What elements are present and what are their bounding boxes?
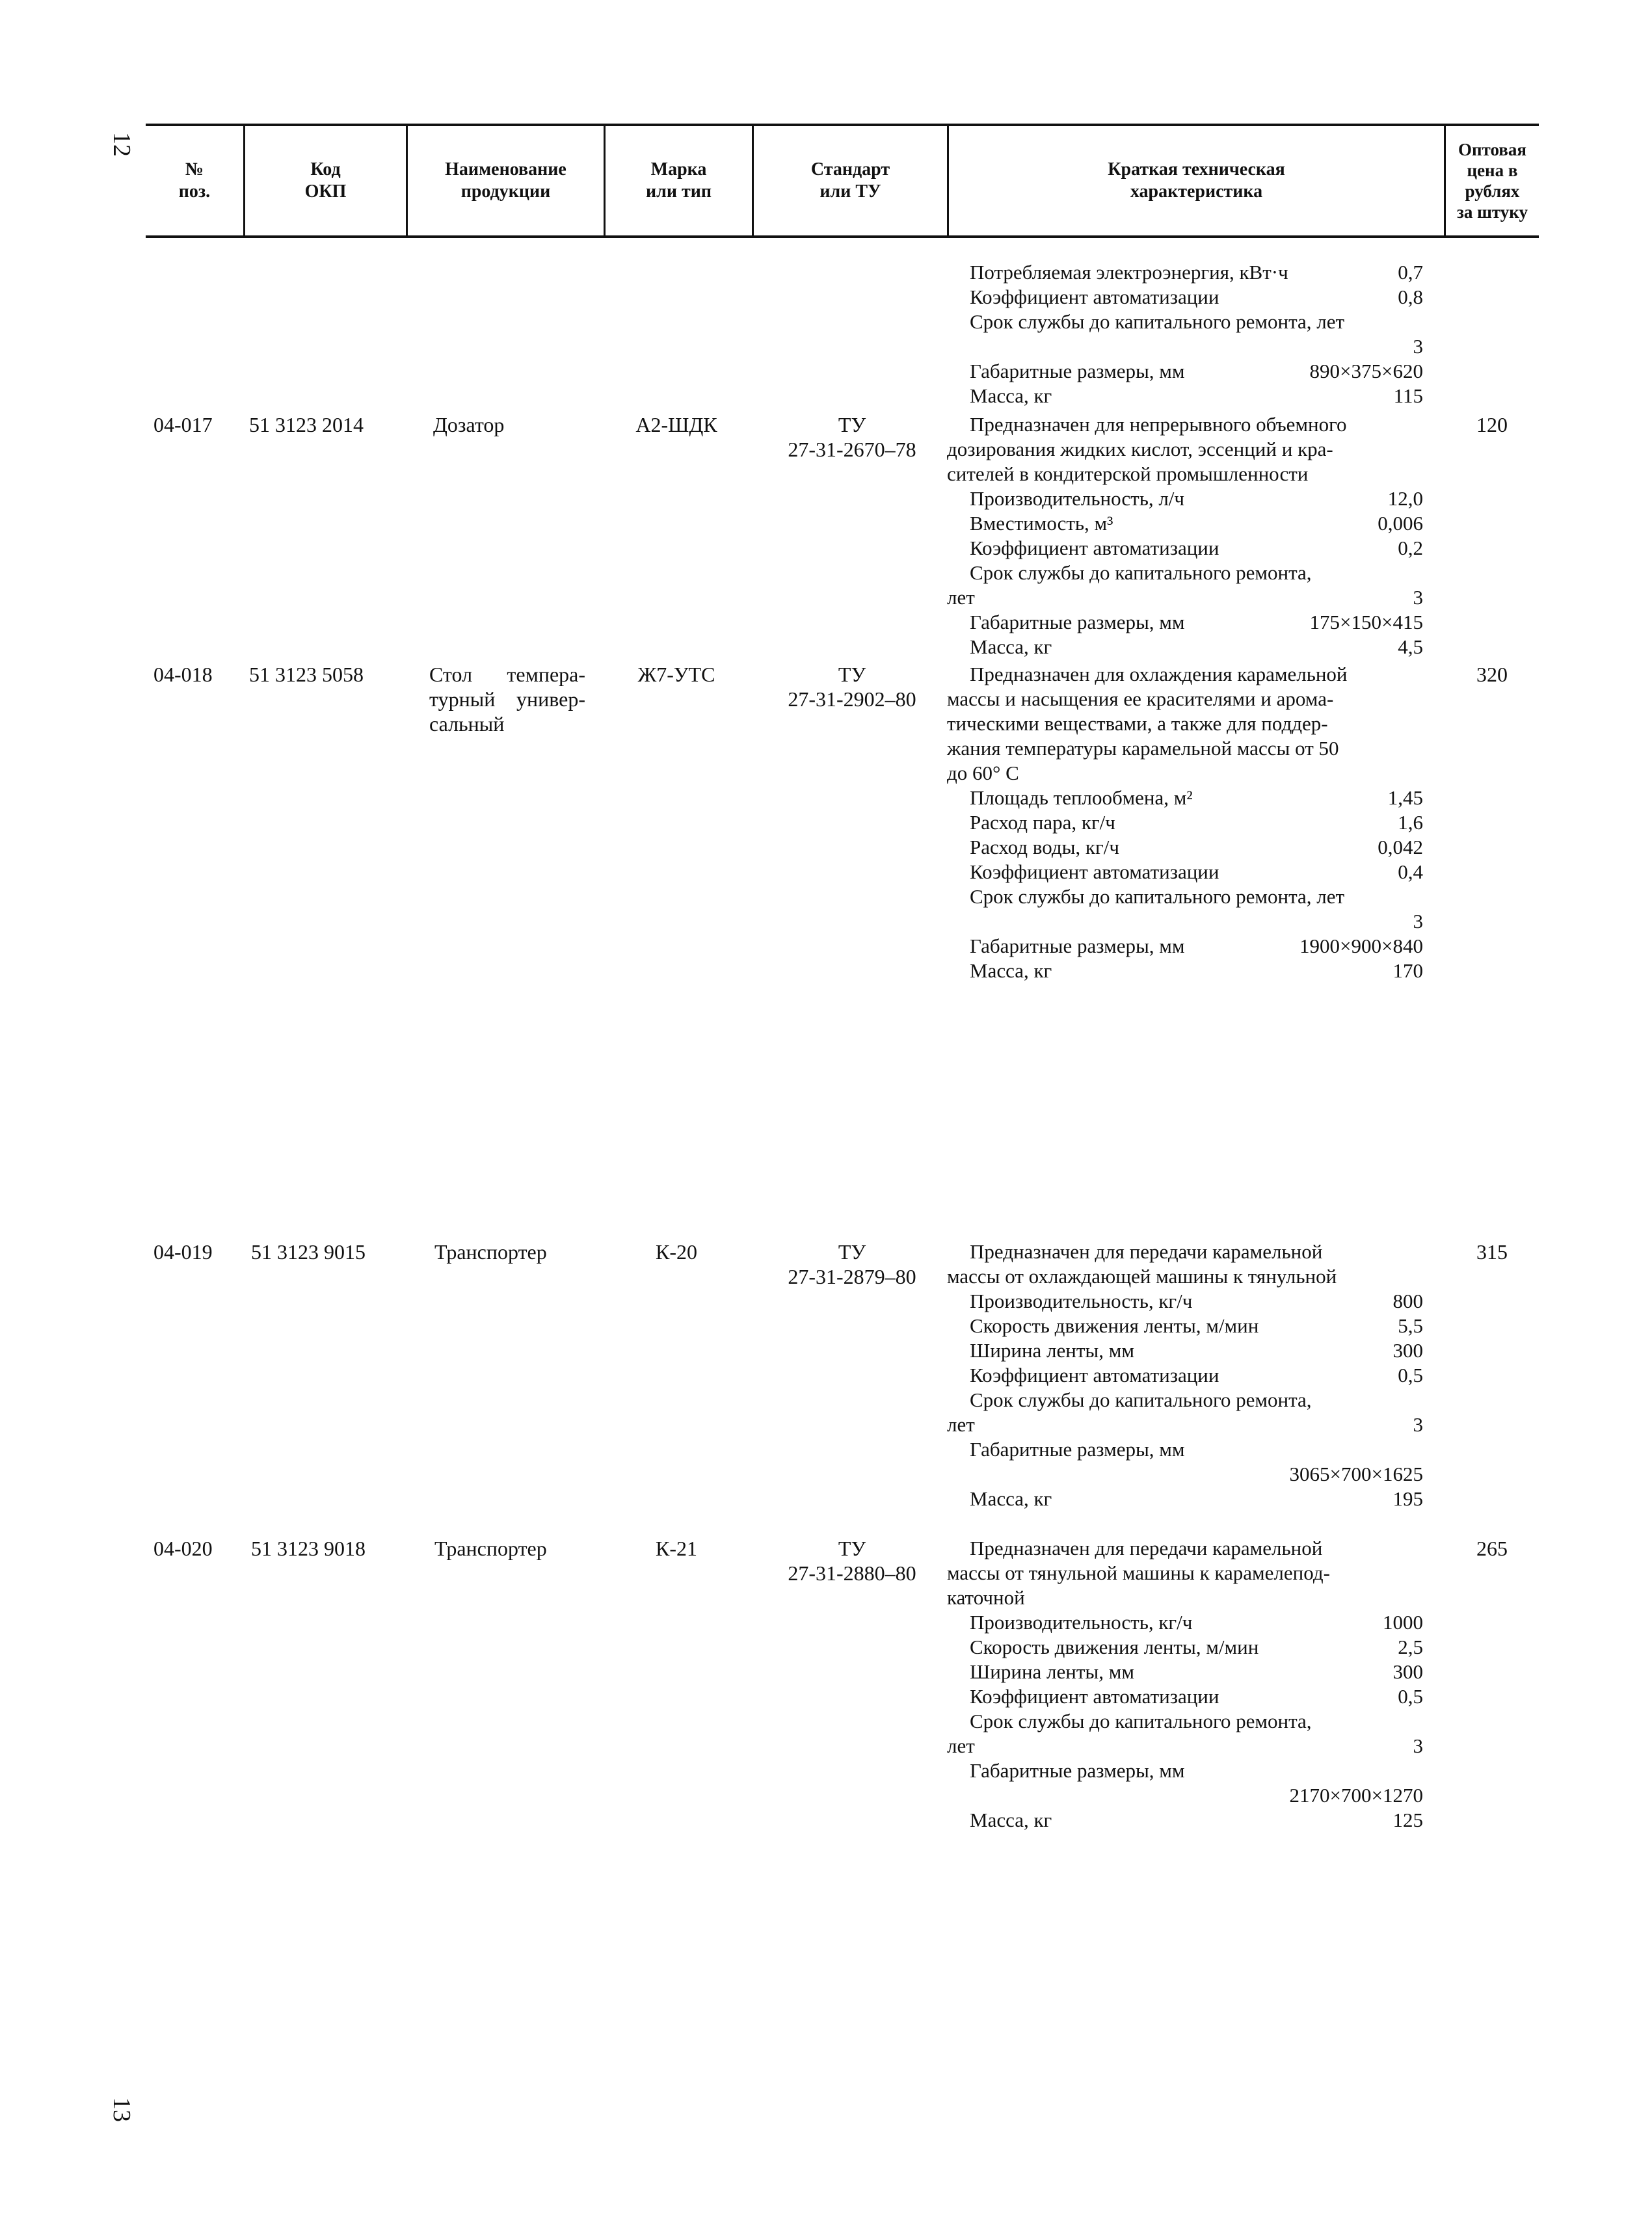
description-line: сителей в кондитерской промышленности xyxy=(947,462,1309,485)
spec-label: Производительность, кг/ч xyxy=(970,1290,1193,1312)
spec-label: Коэффициент автоматизации xyxy=(970,537,1219,559)
spec-label: лет xyxy=(947,1413,975,1436)
spec-label: Срок службы до капитального ремонта, лет xyxy=(970,310,1345,333)
spec-value: 1,45 xyxy=(1387,786,1423,809)
row-standard-number: 27-31-2670–78 xyxy=(788,438,916,461)
spec-row xyxy=(970,786,1423,810)
page-number-top: 12 xyxy=(108,132,135,157)
spec-row xyxy=(970,310,1423,334)
row-mark: Ж7-УТС xyxy=(637,663,715,686)
row-product-name: Транспортер xyxy=(434,1240,547,1264)
spec-label: Масса, кг xyxy=(970,959,1052,982)
spec-row xyxy=(970,359,1423,384)
spec-value: 0,2 xyxy=(1398,537,1423,559)
description-line: до 60° С xyxy=(947,762,1019,784)
spec-label: Расход воды, кг/ч xyxy=(970,836,1119,858)
spec-row xyxy=(970,1610,1423,1635)
spec-label: Производительность, л/ч xyxy=(970,487,1185,510)
spec-value: 3 xyxy=(1413,586,1423,609)
spec-row xyxy=(970,1660,1423,1684)
page-number-bottom: 13 xyxy=(108,2097,135,2122)
row-position: 04-019 xyxy=(153,1240,213,1264)
row-okp-code: 51 3123 9018 xyxy=(251,1537,366,1560)
row-product-name: Транспортер xyxy=(434,1537,547,1560)
spec-row xyxy=(970,1684,1423,1709)
header-okp-code: Код ОКП xyxy=(304,159,347,202)
spec-label: Коэффициент автоматизации xyxy=(970,1685,1219,1708)
row-mark: А2-ШДК xyxy=(635,413,717,436)
description-line: Предназначен для передачи карамельной xyxy=(970,1537,1323,1559)
spec-label: Габаритные размеры, мм xyxy=(970,1438,1185,1461)
row-standard-prefix: ТУ xyxy=(838,663,866,686)
spec-value: 2170×700×1270 xyxy=(1289,1784,1423,1807)
spec-row xyxy=(970,1437,1423,1462)
spec-value: 175×150×415 xyxy=(1309,611,1423,633)
spec-row xyxy=(970,536,1423,561)
spec-row xyxy=(970,835,1423,860)
spec-value: 2,5 xyxy=(1398,1636,1423,1658)
row-product-name: сальный xyxy=(429,712,505,736)
spec-value: 3065×700×1625 xyxy=(1289,1463,1423,1485)
spec-label: Габаритные размеры, мм xyxy=(970,360,1185,382)
header-price: Оптовая цена в рублях за штуку xyxy=(1457,140,1528,222)
row-standard-number: 27-31-2880–80 xyxy=(788,1561,916,1585)
spec-value: 890×375×620 xyxy=(1309,360,1423,382)
spec-row xyxy=(947,1412,1423,1437)
row-standard-prefix: ТУ xyxy=(838,1537,866,1560)
row-standard-prefix: ТУ xyxy=(838,1240,866,1264)
header-product-name: Наименование продукции xyxy=(445,159,566,202)
spec-label: Ширина ленты, мм xyxy=(970,1660,1134,1683)
spec-label: Ширина ленты, мм xyxy=(970,1339,1134,1362)
spec-value: 3 xyxy=(1413,910,1423,933)
spec-value: 125 xyxy=(1392,1809,1423,1831)
row-standard-prefix: ТУ xyxy=(838,413,866,436)
description-line: дозирования жидких кислот, эссенций и кра- xyxy=(947,438,1333,460)
spec-label: Масса, кг xyxy=(970,1809,1052,1831)
spec-label: Скорость движения ленты, м/мин xyxy=(970,1314,1259,1337)
spec-row xyxy=(970,486,1423,511)
spec-row xyxy=(970,1388,1423,1412)
spec-label: Габаритные размеры, мм xyxy=(970,935,1185,957)
spec-value: 0,8 xyxy=(1398,285,1423,308)
row-price: 265 xyxy=(1476,1537,1508,1560)
spec-value: 300 xyxy=(1392,1660,1423,1683)
description-line: Предназначен для передачи карамельной xyxy=(970,1240,1323,1263)
spec-value: 0,006 xyxy=(1378,512,1423,535)
spec-value: 0,5 xyxy=(1398,1364,1423,1386)
spec-row xyxy=(947,1734,1423,1758)
spec-label: лет xyxy=(947,586,975,609)
description-line: каточной xyxy=(947,1586,1025,1609)
spec-value: 800 xyxy=(1392,1290,1423,1312)
row-okp-code: 51 3123 2014 xyxy=(249,413,364,436)
row-mark: К-20 xyxy=(656,1240,697,1264)
spec-row xyxy=(970,511,1423,536)
spec-label: Габаритные размеры, мм xyxy=(970,1759,1185,1782)
spec-label: Потребляемая электроэнергия, кВт·ч xyxy=(970,261,1288,284)
spec-value: 3 xyxy=(1413,1734,1423,1757)
spec-value: 300 xyxy=(1392,1339,1423,1362)
spec-value: 3 xyxy=(1413,1413,1423,1436)
spec-value: 170 xyxy=(1392,959,1423,982)
header-characteristics: Краткая техническая характеристика xyxy=(1108,159,1285,202)
row-product-name: Дозатор xyxy=(433,413,505,436)
spec-value: 5,5 xyxy=(1398,1314,1423,1337)
spec-value: 0,042 xyxy=(1378,836,1423,858)
spec-row xyxy=(970,884,1423,909)
spec-row xyxy=(970,1289,1423,1314)
spec-value: 3 xyxy=(1413,335,1423,358)
spec-label: Масса, кг xyxy=(970,384,1052,407)
spec-label: Вместимость, м³ xyxy=(970,512,1113,535)
row-position: 04-018 xyxy=(153,663,213,686)
spec-label: Срок службы до капитального ремонта, лет xyxy=(970,885,1345,908)
spec-row xyxy=(947,585,1423,610)
spec-row xyxy=(970,384,1423,408)
spec-value: 1900×900×840 xyxy=(1299,935,1423,957)
spec-value: 1,6 xyxy=(1398,811,1423,834)
description-line: массы от охлаждающей машины к тянульной xyxy=(947,1265,1337,1288)
spec-value: 0,4 xyxy=(1398,860,1423,883)
spec-label: Производительность, кг/ч xyxy=(970,1611,1193,1634)
spec-row xyxy=(970,561,1423,585)
spec-row xyxy=(970,1314,1423,1338)
row-product-name: турный универ- xyxy=(429,687,585,711)
spec-label: лет xyxy=(947,1734,975,1757)
spec-row xyxy=(970,860,1423,884)
row-price: 315 xyxy=(1476,1240,1508,1264)
description-line: массы от тянульной машины к карамелепод- xyxy=(947,1561,1330,1584)
spec-label: Срок службы до капитального ремонта, xyxy=(970,561,1312,584)
row-price: 120 xyxy=(1476,413,1508,436)
spec-row xyxy=(970,1363,1423,1388)
spec-row xyxy=(970,1635,1423,1660)
spec-value: 4,5 xyxy=(1398,635,1423,658)
row-standard-number: 27-31-2879–80 xyxy=(788,1265,916,1288)
row-product-name: Стол темпера- xyxy=(429,663,585,686)
spec-label: Габаритные размеры, мм xyxy=(970,611,1185,633)
spec-row xyxy=(970,610,1423,635)
description-line: жания температуры карамельной массы от 50 xyxy=(947,737,1339,760)
spec-row xyxy=(970,635,1423,659)
spec-value: 1000 xyxy=(1383,1611,1423,1634)
spec-label: Коэффициент автоматизации xyxy=(970,285,1219,308)
header-standard: Стандарт или ТУ xyxy=(810,159,890,202)
description-line: массы и насыщения ее красителями и арома- xyxy=(947,687,1334,710)
spec-value: 0,5 xyxy=(1398,1685,1423,1708)
row-price: 320 xyxy=(1476,663,1508,686)
row-position: 04-020 xyxy=(153,1537,213,1560)
spec-label: Срок службы до капитального ремонта, xyxy=(970,1710,1312,1732)
spec-row xyxy=(970,1758,1423,1783)
row-okp-code: 51 3123 5058 xyxy=(249,663,364,686)
spec-row xyxy=(970,810,1423,835)
description-line: Предназначен для охлаждения карамельной xyxy=(970,663,1348,685)
description-line: тическими веществами, а также для поддер- xyxy=(947,712,1328,735)
spec-label: Коэффициент автоматизации xyxy=(970,860,1219,883)
spec-label: Расход пара, кг/ч xyxy=(970,811,1115,834)
spec-label: Масса, кг xyxy=(970,1487,1052,1510)
row-standard-number: 27-31-2902–80 xyxy=(788,687,916,711)
spec-label: Масса, кг xyxy=(970,635,1052,658)
row-position: 04-017 xyxy=(153,413,213,436)
spec-value: 0,7 xyxy=(1398,261,1423,284)
spec-label: Коэффициент автоматизации xyxy=(970,1364,1219,1386)
spec-label: Скорость движения ленты, м/мин xyxy=(970,1636,1259,1658)
spec-row xyxy=(970,1487,1423,1511)
row-okp-code: 51 3123 9015 xyxy=(251,1240,366,1264)
spec-row xyxy=(970,1338,1423,1363)
spec-value: 195 xyxy=(1392,1487,1423,1510)
row-mark: К-21 xyxy=(656,1537,697,1560)
spec-row xyxy=(970,1709,1423,1734)
spec-row xyxy=(970,1808,1423,1833)
spec-row xyxy=(970,959,1423,983)
description-line: Предназначен для непрерывного объемного xyxy=(970,413,1347,436)
spec-row xyxy=(970,934,1423,959)
spec-label: Площадь теплообмена, м² xyxy=(970,786,1193,809)
spec-value: 115 xyxy=(1393,384,1423,407)
spec-value: 12,0 xyxy=(1387,487,1423,510)
header-mark-type: Марка или тип xyxy=(646,159,712,202)
spec-label: Срок службы до капитального ремонта, xyxy=(970,1388,1312,1411)
spec-row xyxy=(970,285,1423,310)
header-position: № поз. xyxy=(178,159,211,202)
spec-row xyxy=(970,260,1423,285)
